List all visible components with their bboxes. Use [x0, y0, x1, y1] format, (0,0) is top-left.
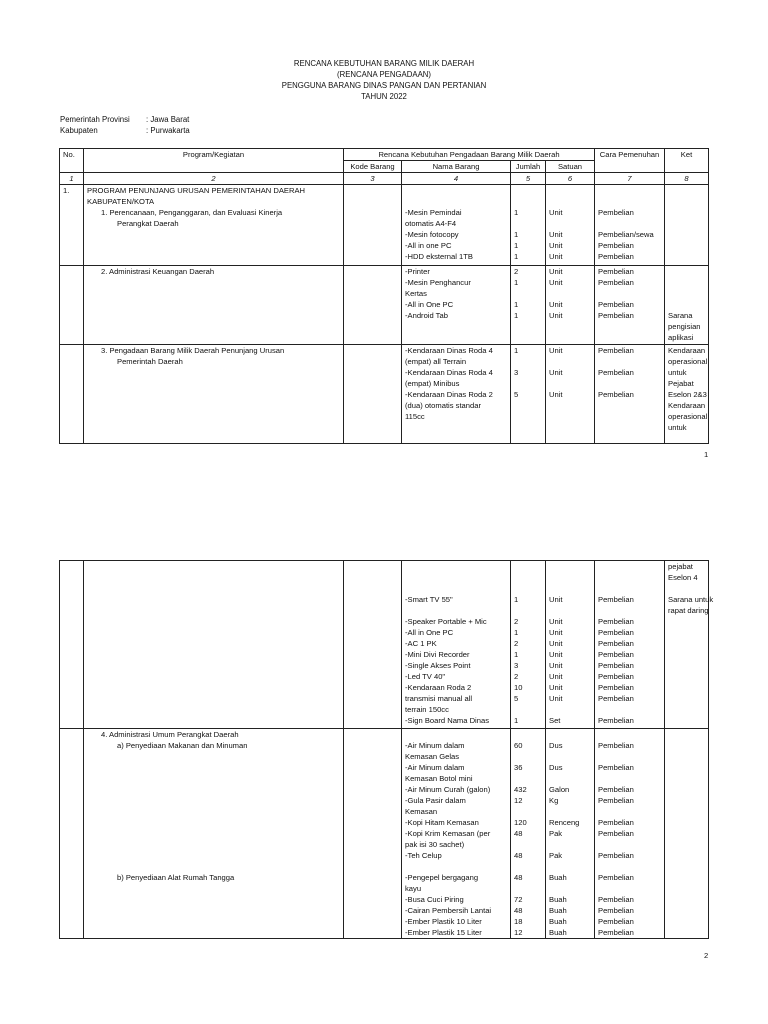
item-unit: Unit [549, 230, 563, 239]
item-name: Kemasan Gelas [405, 752, 460, 761]
item-note: Sarana [668, 311, 693, 320]
item-unit: Unit [549, 639, 563, 648]
item-note: untuk [668, 423, 687, 432]
item-name: -Kopi Krim Kemasan (per [405, 829, 491, 838]
item-qty: 12 [514, 928, 523, 937]
item-method: Pembelian [598, 683, 634, 692]
jumlah-cell [511, 729, 546, 939]
item-method: Pembelian [598, 796, 634, 805]
item-unit: Dus [549, 741, 563, 750]
item-method: Pembelian [598, 694, 634, 703]
satuan-cell [546, 729, 595, 939]
item-name: -Mesin Pemindai [405, 208, 462, 217]
item-qty: 1 [514, 716, 519, 725]
item-note: pejabat [668, 562, 693, 571]
item-unit: Unit [549, 617, 563, 626]
item-name: (empat) Minibus [405, 379, 460, 388]
item-unit: Unit [549, 694, 563, 703]
item-qty: 1 [514, 311, 519, 320]
item-name: -Mini Divi Recorder [405, 650, 470, 659]
col-num: 3 [344, 173, 402, 185]
item-name: -HDD eksternal 1TB [405, 252, 473, 261]
col-num: 8 [665, 173, 709, 185]
item-unit [549, 704, 591, 715]
col-num: 1 [60, 173, 84, 185]
item-method: Pembelian [598, 252, 634, 261]
nama-barang-cell [402, 185, 511, 266]
table-row [60, 266, 709, 345]
item-name: -Mesin Penghancur [405, 278, 471, 287]
item-note: pengisian [668, 322, 701, 331]
item-method [598, 806, 661, 817]
item-name: Kemasan Botol mini [405, 774, 473, 783]
item-name: -Ember Plastik 10 Liter [405, 917, 482, 926]
item-unit: Unit [549, 208, 563, 217]
item-name: -Kendaraan Dinas Roda 4 [405, 346, 493, 355]
item-qty: 432 [514, 785, 527, 794]
item-name: otomatis A4-F4 [405, 219, 457, 228]
item-note: Sarana untuk [668, 595, 714, 604]
item-qty: 72 [514, 895, 523, 904]
item-name: -Kendaraan Dinas Roda 4 [405, 368, 493, 377]
item-name: -All in One PC [405, 628, 454, 637]
procurement-table-page2 [59, 560, 714, 939]
column-number-row [60, 173, 709, 185]
item-name: 115cc [405, 412, 425, 421]
program-cell [84, 345, 344, 444]
item-unit [549, 773, 591, 784]
item-unit: Unit [549, 661, 563, 670]
item-name: kayu [405, 884, 422, 893]
item-name: Kertas [405, 289, 427, 298]
item-unit: Unit [549, 311, 563, 320]
cara-cell [595, 729, 665, 939]
kode-barang-cell [344, 345, 402, 444]
cara-cell [595, 561, 665, 729]
item-method [598, 356, 661, 367]
item-method: Pembelian [598, 741, 634, 750]
cara-cell [595, 345, 665, 444]
item-name: -Kendaraan Dinas Roda 2 [405, 390, 493, 399]
header-program: Program/Kegiatan [84, 149, 344, 173]
item-name: pak isi 30 sachet) [405, 840, 465, 849]
header-jumlah: Jumlah [511, 161, 546, 173]
item-unit: Buah [549, 906, 567, 915]
item-unit: Galon [549, 785, 570, 794]
ket-cell [665, 729, 709, 939]
item-qty: 1 [514, 595, 519, 604]
page-number: 2 [704, 951, 709, 960]
header-ket: Ket [665, 149, 709, 173]
item-name: -Android Tab [405, 311, 448, 320]
item-qty: 48 [514, 851, 523, 860]
item-qty [514, 883, 542, 894]
item-name: -Led TV 40" [405, 672, 446, 681]
kegiatan-3-title-cont: Pemerintah Daerah [117, 357, 183, 366]
program-cell [84, 185, 344, 266]
kode-barang-cell [344, 266, 402, 345]
item-qty: 2 [514, 672, 519, 681]
satuan-cell [546, 345, 595, 444]
item-method: Pembelian [598, 390, 634, 399]
item-method: Pembelian [598, 278, 634, 287]
item-qty: 1 [514, 278, 519, 287]
item-unit: Dus [549, 763, 563, 772]
item-unit [549, 839, 591, 850]
item-unit: Renceng [549, 818, 580, 827]
item-note: Kendaraan [668, 346, 706, 355]
jumlah-cell [511, 345, 546, 444]
item-unit [549, 288, 591, 299]
item-name: -Mesin fotocopy [405, 230, 459, 239]
item-qty: 10 [514, 683, 523, 692]
item-unit: Unit [549, 278, 563, 287]
ket-cell [665, 266, 709, 345]
table-row [60, 345, 709, 444]
item-method: Pembelian [598, 818, 634, 827]
item-method: Pembelian [598, 595, 634, 604]
item-unit [549, 751, 591, 762]
item-name: (empat) all Terrain [405, 357, 467, 366]
sub-kegiatan-a: a) Penyediaan Makanan dan Minuman [117, 741, 248, 750]
item-name: -Kopi Hitam Kemasan [405, 818, 479, 827]
item-method: Pembelian [598, 241, 634, 250]
item-method: Pembelian [598, 873, 634, 882]
header-rencana: Rencana Kebutuhan Pengadaan Barang Milik Daerah [344, 149, 595, 161]
item-name: -Pengepel bergagang [405, 873, 479, 882]
item-name: -Single Akses Point [405, 661, 471, 670]
sub-kegiatan-b: b) Penyediaan Alat Rumah Tangga [117, 873, 235, 882]
item-name: transmisi manual all [405, 694, 473, 703]
item-unit [549, 806, 591, 817]
item-qty [514, 806, 542, 817]
page-number: 1 [704, 450, 709, 459]
item-qty: 1 [514, 628, 519, 637]
item-name: Kemasan [405, 807, 438, 816]
item-unit: Unit [549, 368, 563, 377]
item-note: rapat daring [668, 606, 709, 615]
item-qty: 5 [514, 694, 519, 703]
item-name: -Busa Cuci Piring [405, 895, 464, 904]
item-name: -Ember Plastik 15 Liter [405, 928, 482, 937]
item-unit: Unit [549, 390, 563, 399]
item-qty [514, 378, 542, 389]
nama-barang-cell [402, 345, 511, 444]
item-method: Pembelian [598, 208, 634, 217]
program-cell [84, 561, 344, 729]
program-title: PROGRAM PENUNJANG URUSAN PEMERINTAHAN DAERAH KABUPATEN/KOTA [87, 186, 305, 206]
item-unit: Buah [549, 928, 567, 937]
item-method: Pembelian [598, 895, 634, 904]
item-note: Kendaraan [668, 401, 706, 410]
ket-cell [665, 345, 709, 444]
item-qty: 36 [514, 763, 523, 772]
item-qty: 120 [514, 818, 527, 827]
item-name: -Sign Board Nama Dinas [405, 716, 489, 725]
kegiatan-2-title: 2. Administrasi Keuangan Daerah [101, 267, 215, 276]
program-cell [84, 266, 344, 345]
item-note: Eselon 4 [668, 573, 698, 582]
item-method [598, 704, 661, 715]
header-satuan: Satuan [546, 161, 595, 173]
item-method: Pembelian [598, 763, 634, 772]
item-name: -AC 1 PK [405, 639, 437, 648]
item-qty [514, 839, 542, 850]
item-method: Pembelian [598, 267, 634, 276]
item-unit: Unit [549, 595, 563, 604]
item-unit: Unit [549, 346, 563, 355]
item-unit: Unit [549, 672, 563, 681]
item-method: Pembelian [598, 639, 634, 648]
item-qty: 48 [514, 906, 523, 915]
item-name: -Teh Celup [405, 851, 442, 860]
item-method: Pembelian [598, 628, 634, 637]
item-qty [514, 288, 542, 299]
satuan-cell [546, 561, 595, 729]
item-method: Pembelian [598, 672, 634, 681]
item-method [598, 378, 661, 389]
item-qty: 2 [514, 639, 519, 648]
item-qty: 1 [514, 241, 519, 250]
program-no: 1. [60, 185, 84, 266]
nama-barang-cell [402, 266, 511, 345]
kode-barang-cell [344, 729, 402, 939]
item-name: -Air Minum dalam [405, 763, 465, 772]
table-row [60, 729, 709, 939]
item-name: -Air Minum Curah (galon) [405, 785, 491, 794]
item-name: -Kendaraan Roda 2 [405, 683, 472, 692]
province-label: Pemerintah Provinsi [60, 115, 130, 124]
item-method: Pembelian [598, 617, 634, 626]
item-qty: 1 [514, 650, 519, 659]
item-method: Pembelian [598, 851, 634, 860]
item-name: terrain 150cc [405, 705, 449, 714]
item-name: -Cairan Pembersih Lantai [405, 906, 492, 915]
procurement-table-page1 [59, 148, 709, 444]
item-method [598, 773, 661, 784]
col-num: 7 [595, 173, 665, 185]
satuan-cell [546, 185, 595, 266]
item-qty: 2 [514, 267, 519, 276]
item-note: operasional [668, 357, 708, 366]
item-method: Pembelian [598, 829, 634, 838]
item-unit: Unit [549, 300, 563, 309]
item-name: -Smart TV 55" [405, 595, 453, 604]
cara-cell [595, 185, 665, 266]
col-num: 6 [546, 173, 595, 185]
item-unit [549, 218, 591, 229]
item-qty: 1 [514, 230, 519, 239]
header-no: No. [60, 149, 84, 173]
item-note: Eselon 2&3 [668, 390, 707, 399]
item-method: Pembelian [598, 716, 634, 725]
nama-barang-cell [402, 561, 511, 729]
item-method [598, 751, 661, 762]
item-method [598, 839, 661, 850]
item-unit: Unit [549, 683, 563, 692]
col-num: 2 [84, 173, 344, 185]
item-qty: 1 [514, 346, 519, 355]
item-name: (dua) otomatis standar [405, 401, 481, 410]
regency-value: : Purwakarta [146, 126, 190, 135]
item-note: untuk [668, 368, 687, 377]
item-method: Pembelian [598, 785, 634, 794]
item-unit [549, 883, 591, 894]
item-qty: 5 [514, 390, 519, 399]
item-method: Pembelian [598, 300, 634, 309]
regency-label: Kabupaten [60, 126, 98, 135]
col-num: 4 [402, 173, 511, 185]
item-unit: Unit [549, 241, 563, 250]
satuan-cell [546, 266, 595, 345]
item-unit: Pak [549, 829, 563, 838]
ket-cell [665, 185, 709, 266]
kode-barang-cell [344, 561, 402, 729]
cara-cell [595, 266, 665, 345]
item-qty: 48 [514, 829, 523, 838]
header-kode: Kode Barang [344, 161, 402, 173]
item-qty [514, 773, 542, 784]
item-method [598, 883, 661, 894]
jumlah-cell [511, 561, 546, 729]
kegiatan-4-title: 4. Administrasi Umum Perangkat Daerah [101, 730, 239, 739]
item-qty: 3 [514, 368, 519, 377]
item-qty [514, 356, 542, 367]
item-note: aplikasi [668, 333, 694, 342]
item-qty: 48 [514, 873, 523, 882]
item-qty [514, 218, 542, 229]
doc-title-line1: RENCANA KEBUTUHAN BARANG MILIK DAERAH [293, 59, 475, 68]
table-row [60, 185, 709, 266]
item-unit [549, 356, 591, 367]
item-unit: Set [549, 716, 561, 725]
item-name: -Speaker Portable + Mic [405, 617, 487, 626]
nama-barang-cell [402, 729, 511, 939]
doc-title-line4: TAHUN 2022 [361, 92, 407, 101]
item-note: Pejabat [668, 379, 694, 388]
item-unit: Pak [549, 851, 563, 860]
doc-title-line2: (RENCANA PENGADAAN) [336, 70, 431, 79]
item-qty: 1 [514, 300, 519, 309]
kegiatan-1-title-cont: Perangkat Daerah [117, 219, 179, 228]
item-name: -All in one PC [405, 241, 452, 250]
item-qty: 12 [514, 796, 523, 805]
item-qty: 1 [514, 252, 519, 261]
item-unit: Buah [549, 873, 567, 882]
item-method: Pembelian [598, 917, 634, 926]
item-method: Pembelian [598, 906, 634, 915]
item-unit: Buah [549, 895, 567, 904]
item-method: Pembelian [598, 311, 634, 320]
item-qty: 1 [514, 208, 519, 217]
province-value: : Jawa Barat [146, 115, 190, 124]
item-qty [514, 751, 542, 762]
item-name: -All in One PC [405, 300, 454, 309]
kegiatan-1-title: 1. Perencanaan, Penganggaran, dan Evaluasi Kinerja [101, 208, 283, 217]
item-qty: 60 [514, 741, 523, 750]
header-nama: Nama Barang [402, 161, 511, 173]
item-method: Pembelian/sewa [598, 230, 654, 239]
col-num: 5 [511, 173, 546, 185]
item-qty: 3 [514, 661, 519, 670]
item-note: operasional [668, 412, 708, 421]
item-qty: 2 [514, 617, 519, 626]
item-method: Pembelian [598, 661, 634, 670]
item-unit [549, 378, 591, 389]
header-cara: Cara Pemenuhan [595, 149, 665, 173]
table-row [60, 561, 709, 729]
item-method: Pembelian [598, 368, 634, 377]
item-unit: Unit [549, 650, 563, 659]
kegiatan-3-title: 3. Pengadaan Barang Milik Daerah Penunjang Urusan [101, 346, 285, 355]
jumlah-cell [511, 185, 546, 266]
item-method [598, 218, 661, 229]
item-unit: Buah [549, 917, 567, 926]
item-unit: Unit [549, 628, 563, 637]
program-cell [84, 729, 344, 939]
item-method [598, 288, 661, 299]
item-method: Pembelian [598, 346, 634, 355]
kode-barang-cell [344, 185, 402, 266]
doc-title-line3: PENGGUNA BARANG DINAS PANGAN DAN PERTANIAN [281, 81, 487, 90]
item-unit: Unit [549, 267, 563, 276]
jumlah-cell [511, 266, 546, 345]
item-method: Pembelian [598, 650, 634, 659]
item-name: -Printer [405, 267, 430, 276]
item-unit: Unit [549, 252, 563, 261]
item-name: -Air Minum dalam [405, 741, 465, 750]
item-method: Pembelian [598, 928, 634, 937]
item-qty [514, 704, 542, 715]
item-unit: Kg [549, 796, 559, 805]
item-name: -Gula Pasir dalam [405, 796, 466, 805]
item-qty: 18 [514, 917, 523, 926]
ket-cell [665, 561, 714, 729]
